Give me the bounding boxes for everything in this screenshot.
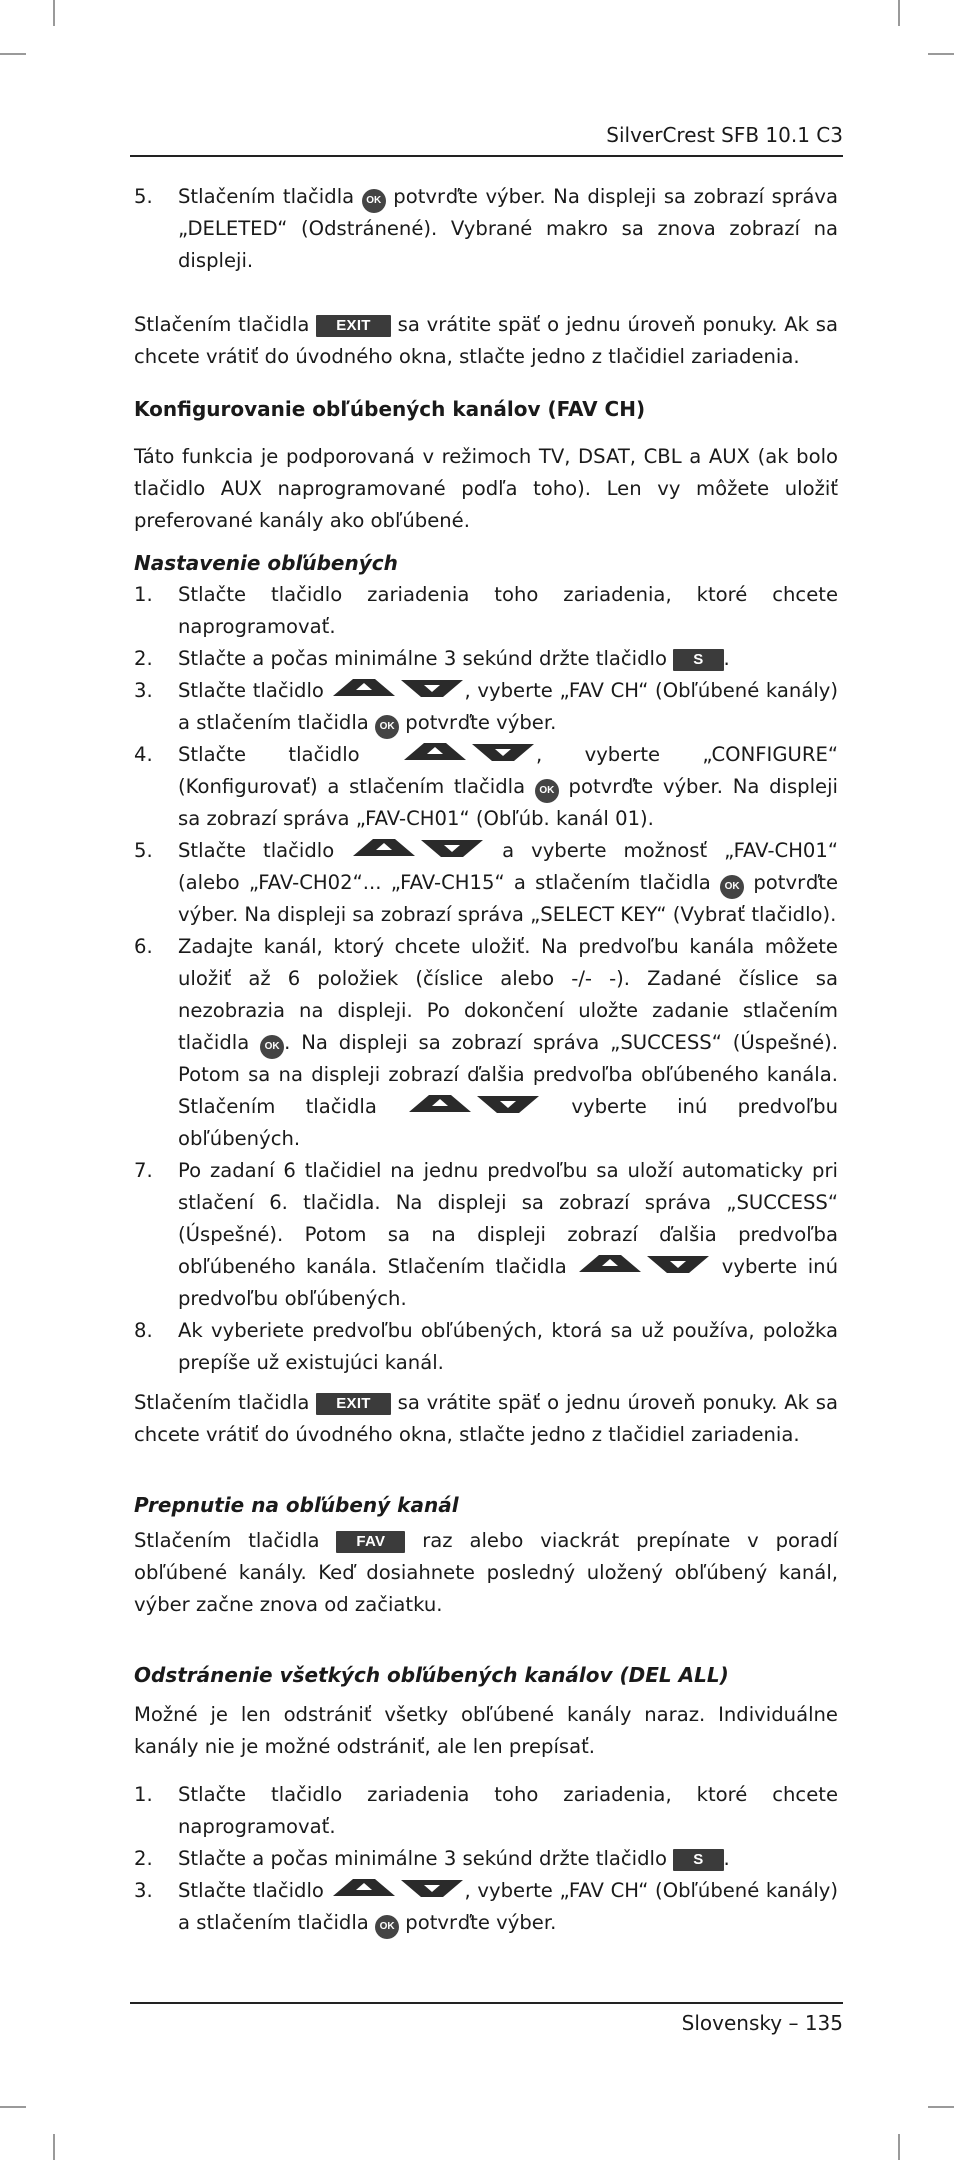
setup-steps bbox=[134, 579, 838, 1379]
ok-button-icon: OK bbox=[375, 1915, 399, 1939]
list-number: 3. bbox=[134, 1879, 153, 1902]
text-run: Stlačte tlačidlo bbox=[178, 839, 335, 862]
text-run: , vyberte „FAV CH“ (Obľúbené kanály) a stlačením tlačidla bbox=[178, 1879, 839, 1934]
section-heading-config: Konfigurovanie obľúbených kanálov (FAV CH) bbox=[134, 397, 646, 421]
exit-button-icon: EXIT bbox=[316, 315, 391, 337]
page-header: SilverCrest SFB 10.1 C3 bbox=[606, 123, 843, 147]
text-run: Po zadaní 6 tlačidiel na jednu predvoľbu sa uloží automaticky pri stlačení 6. tlačidla. Na displeji sa zobrazí správa „SUCCESS“ (Úspešné). Potom sa na displeji zobrazí ďalšia predvoľba obľúbeného kanála. Stlačením tlačidla bbox=[178, 1159, 838, 1278]
list-number: 6. bbox=[134, 935, 153, 958]
list-number: 1. bbox=[134, 583, 153, 606]
text-run: Zadajte kanál, ktorý chcete uložiť. Na predvoľbu kanála môžete uložiť až 6 položiek (číslice alebo -/- -). Zadané číslice sa nezobrazia na displeji. Po dokončení uložte zadanie stlačením tlačidla bbox=[178, 935, 838, 1054]
switch-paragraph bbox=[134, 1525, 838, 1621]
ok-button-icon: OK bbox=[535, 779, 559, 803]
text-run: vyberte inú predvoľbu obľúbených. bbox=[178, 1255, 838, 1310]
list-item bbox=[134, 931, 838, 1155]
exit-paragraph bbox=[134, 1387, 838, 1451]
crop-mark bbox=[898, 0, 900, 26]
ok-button-icon: OK bbox=[720, 875, 744, 899]
text-run: . bbox=[723, 1847, 730, 1870]
subheading-switch: Prepnutie na obľúbený kanál bbox=[134, 1493, 459, 1517]
footer-rule bbox=[130, 2002, 843, 2004]
list-item bbox=[134, 1155, 838, 1315]
page-footer: Slovensky – 135 bbox=[681, 2011, 843, 2035]
list-number: 7. bbox=[134, 1159, 153, 1182]
crop-mark bbox=[0, 53, 26, 55]
text-run: . bbox=[723, 647, 730, 670]
up-down-arrows-icon bbox=[577, 1252, 711, 1276]
header-rule bbox=[130, 155, 843, 157]
text-run: Stlačením tlačidla bbox=[134, 1391, 310, 1414]
text-run: Stlačte a počas minimálne 3 sekúnd držte tlačidlo bbox=[178, 1847, 667, 1870]
text-run: Stlačte tlačidlo zariadenia toho zariadenia, ktoré chcete naprogramovať. bbox=[178, 1783, 838, 1838]
text-run: vyberte inú predvoľbu obľúbených. bbox=[178, 1095, 838, 1150]
text-run: Stlačte tlačidlo bbox=[178, 679, 324, 702]
up-down-arrows-icon bbox=[402, 740, 536, 764]
text-run: , vyberte „CONFIGURE“ (Konfigurovať) a stlačením tlačidla bbox=[178, 743, 838, 798]
list-number: 3. bbox=[134, 679, 153, 702]
text-run: a vyberte možnosť „FAV-CH01“ (alebo „FAV-CH02“... „FAV-CH15“ a stlačením tlačidla bbox=[178, 839, 839, 894]
crop-mark bbox=[53, 0, 55, 26]
list-item bbox=[134, 643, 838, 675]
intro-list bbox=[134, 181, 838, 277]
fav-button-icon: FAV bbox=[336, 1531, 405, 1553]
text-run: sa vrátite späť o jednu úroveň ponuky. Ak sa chcete vrátiť do úvodného okna, stlačte jedno z tlačidiel zariadenia. bbox=[134, 1391, 838, 1446]
text-run: Stlačením tlačidla bbox=[134, 313, 310, 336]
exit-paragraph bbox=[134, 309, 838, 373]
list-number: 2. bbox=[134, 647, 153, 670]
text-run: Stlačte tlačidlo bbox=[178, 743, 360, 766]
crop-mark bbox=[928, 53, 954, 55]
text-run: Ak vyberiete predvoľbu obľúbených, ktorá sa už používa, položka prepíše už existujúci kanál. bbox=[178, 1319, 838, 1374]
text-run: potvrďte výber. Na displeji sa zobrazí správa „SELECT KEY“ (Vybrať tlačidlo). bbox=[178, 871, 838, 926]
list-item bbox=[134, 181, 838, 277]
text-run: Stlačením tlačidla bbox=[134, 1529, 320, 1552]
list-item bbox=[134, 835, 838, 931]
list-item bbox=[134, 1779, 838, 1843]
list-number: 5. bbox=[134, 839, 153, 862]
subheading-delall: Odstránenie všetkých obľúbených kanálov (DEL ALL) bbox=[134, 1663, 729, 1687]
subheading-setup: Nastavenie obľúbených bbox=[134, 551, 398, 575]
crop-mark bbox=[0, 2106, 26, 2108]
text-run: potvrďte výber. Na displeji sa zobrazí správa „FAV-CH01“ (Obľúb. kanál 01). bbox=[178, 775, 838, 830]
text-run: , vyberte „FAV CH“ (Obľúbené kanály) a stlačením tlačidla bbox=[178, 679, 839, 734]
text-run: Stlačte tlačidlo zariadenia toho zariadenia, ktoré chcete naprogramovať. bbox=[178, 583, 838, 638]
text-run: . Na displeji sa zobrazí správa „SUCCESS“ (Úspešné). Potom sa na displeji zobrazí ďalšia predvoľba obľúbeného kanála. Stlačením tlačidla bbox=[178, 1031, 838, 1118]
crop-mark bbox=[928, 2106, 954, 2108]
list-item bbox=[134, 739, 838, 835]
text-run: potvrďte výber. Na displeji sa zobrazí správa „DELETED“ (Odstránené). Vybrané makro sa znova zobrazí na displeji. bbox=[178, 185, 838, 272]
text-run: Stlačte tlačidlo bbox=[178, 1879, 324, 1902]
list-number: 8. bbox=[134, 1319, 153, 1342]
list-number: 2. bbox=[134, 1847, 153, 1870]
list-item bbox=[134, 1315, 838, 1379]
crop-mark bbox=[53, 2134, 55, 2160]
up-down-arrows-icon bbox=[407, 1092, 541, 1116]
list-item bbox=[134, 675, 838, 739]
list-number: 1. bbox=[134, 1783, 153, 1806]
text-run: potvrďte výber. bbox=[405, 1911, 557, 1934]
s-button-icon: S bbox=[673, 1849, 723, 1871]
list-item bbox=[134, 1875, 838, 1939]
list-item bbox=[134, 579, 838, 643]
page-content bbox=[134, 181, 838, 1939]
up-down-arrows-icon bbox=[351, 836, 485, 860]
delall-paragraph: Možné je len odstrániť všetky obľúbené kanály naraz. Individuálne kanály nie je možné odstrániť, ale len prepísať. bbox=[134, 1703, 838, 1758]
delall-steps bbox=[134, 1779, 838, 1939]
ok-button-icon: OK bbox=[375, 715, 399, 739]
up-down-arrows-icon bbox=[331, 676, 465, 700]
ok-button-icon: OK bbox=[362, 189, 386, 213]
list-number: 5. bbox=[134, 185, 153, 208]
text-run: potvrďte výber. bbox=[405, 711, 557, 734]
list-item bbox=[134, 1843, 838, 1875]
list-number: 4. bbox=[134, 743, 153, 766]
text-run: raz alebo viackrát prepínate v poradí obľúbené kanály. Keď dosiahnete posledný uložený obľúbený kanál, výber začne znova od začiatku. bbox=[134, 1529, 838, 1616]
text-run: sa vrátite späť o jednu úroveň ponuky. Ak sa chcete vrátiť do úvodného okna, stlačte jedno z tlačidiel zariadenia. bbox=[134, 313, 838, 368]
text-run: Stlačte a počas minimálne 3 sekúnd držte tlačidlo bbox=[178, 647, 667, 670]
up-down-arrows-icon bbox=[331, 1876, 465, 1900]
crop-mark bbox=[898, 2134, 900, 2160]
s-button-icon: S bbox=[673, 649, 723, 671]
config-paragraph: Táto funkcia je podporovaná v režimoch TV, DSAT, CBL a AUX (ak bolo tlačidlo AUX naprogramované podľa toho). Len vy môžete uložiť preferované kanály ako obľúbené. bbox=[134, 445, 838, 532]
ok-button-icon: OK bbox=[260, 1035, 284, 1059]
exit-button-icon: EXIT bbox=[316, 1393, 391, 1415]
text-run: Stlačením tlačidla bbox=[178, 185, 355, 208]
